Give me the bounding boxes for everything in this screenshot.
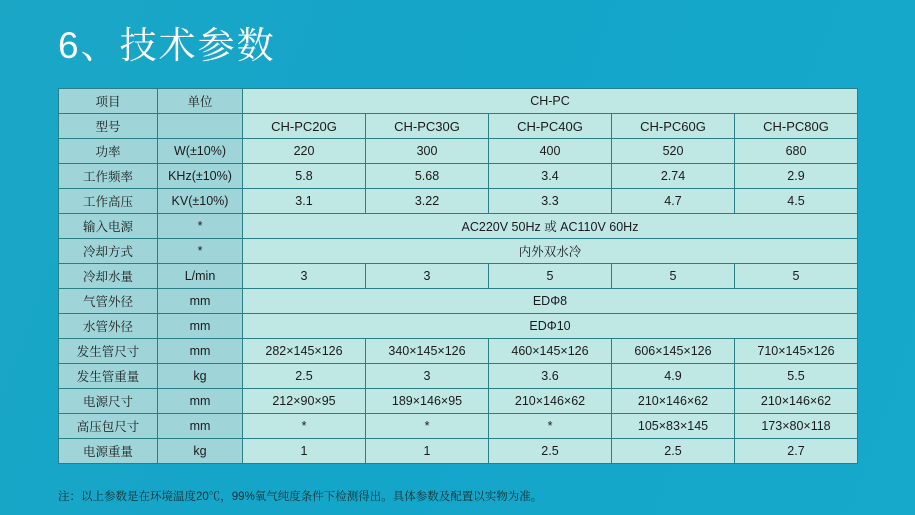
footnote: 注：以上参数是在环境温度20℃，99%氧气纯度条件下检测得出。具体参数及配置以实物为准。 [58, 491, 543, 503]
table-row [59, 389, 858, 414]
header-cell-group: CH-PC [243, 89, 858, 114]
row-value: 5 [489, 264, 612, 289]
header-cell-unit: 单位 [158, 89, 243, 114]
table-row [59, 214, 858, 239]
row-label: 冷却水量 [59, 264, 158, 289]
table-row [59, 139, 858, 164]
row-value: 210×146×62 [489, 389, 612, 414]
table-row [59, 339, 858, 364]
row-value: 5 [735, 264, 858, 289]
row-value: 5.68 [366, 164, 489, 189]
row-unit: * [158, 214, 243, 239]
row-value: 3.4 [489, 164, 612, 189]
row-value: 3.3 [489, 189, 612, 214]
row-value: * [489, 414, 612, 439]
row-label-model: 型号 [59, 114, 158, 139]
row-unit: * [158, 239, 243, 264]
row-value: 400 [489, 139, 612, 164]
row-unit: mm [158, 389, 243, 414]
row-unit-model [158, 114, 243, 139]
row-value-span: EDΦ8 [243, 289, 858, 314]
table-row-models [59, 114, 858, 139]
row-value: 220 [243, 139, 366, 164]
spec-table [58, 88, 858, 464]
model-cell: CH-PC20G [243, 114, 366, 139]
row-label: 功率 [59, 139, 158, 164]
row-label: 输入电源 [59, 214, 158, 239]
row-label: 电源尺寸 [59, 389, 158, 414]
page-title: 6、技术参数 [58, 25, 276, 66]
row-value: 2.7 [735, 439, 858, 464]
row-value: 5 [612, 264, 735, 289]
row-value: 4.5 [735, 189, 858, 214]
row-label: 工作频率 [59, 164, 158, 189]
row-value: 105×83×145 [612, 414, 735, 439]
row-value-span: AC220V 50Hz 或 AC110V 60Hz [243, 214, 858, 239]
row-value: 4.7 [612, 189, 735, 214]
row-value: 680 [735, 139, 858, 164]
row-value: 4.9 [612, 364, 735, 389]
row-value: 1 [366, 439, 489, 464]
model-cell: CH-PC40G [489, 114, 612, 139]
row-label: 工作高压 [59, 189, 158, 214]
row-value: * [243, 414, 366, 439]
row-value: 3.1 [243, 189, 366, 214]
table-row [59, 289, 858, 314]
row-label: 电源重量 [59, 439, 158, 464]
row-value: 2.9 [735, 164, 858, 189]
row-unit: KV(±10%) [158, 189, 243, 214]
row-value: 189×146×95 [366, 389, 489, 414]
row-value: 3.22 [366, 189, 489, 214]
row-value: 2.5 [243, 364, 366, 389]
row-value: 1 [243, 439, 366, 464]
row-value: 3.6 [489, 364, 612, 389]
model-cell: CH-PC30G [366, 114, 489, 139]
model-cell: CH-PC60G [612, 114, 735, 139]
table-row [59, 189, 858, 214]
table-row [59, 314, 858, 339]
table-row [59, 264, 858, 289]
row-value: 5.8 [243, 164, 366, 189]
row-value: 3 [366, 364, 489, 389]
row-value: 460×145×126 [489, 339, 612, 364]
row-label: 水管外径 [59, 314, 158, 339]
row-label: 冷却方式 [59, 239, 158, 264]
row-value: 212×90×95 [243, 389, 366, 414]
row-label: 发生管尺寸 [59, 339, 158, 364]
row-value: 710×145×126 [735, 339, 858, 364]
header-cell-item: 项目 [59, 89, 158, 114]
row-value-span: 内外双水冷 [243, 239, 858, 264]
row-unit: kg [158, 364, 243, 389]
row-value-span: EDΦ10 [243, 314, 858, 339]
row-unit: mm [158, 314, 243, 339]
row-value: 606×145×126 [612, 339, 735, 364]
row-value: 2.74 [612, 164, 735, 189]
row-label: 发生管重量 [59, 364, 158, 389]
row-unit: mm [158, 289, 243, 314]
row-value: 2.5 [612, 439, 735, 464]
table-row [59, 439, 858, 464]
table-row-header-group [59, 89, 858, 114]
row-value: 3 [243, 264, 366, 289]
row-value: 282×145×126 [243, 339, 366, 364]
row-value: 3 [366, 264, 489, 289]
table-row [59, 364, 858, 389]
row-unit: kg [158, 439, 243, 464]
table-row [59, 239, 858, 264]
row-value: 210×146×62 [612, 389, 735, 414]
table-row [59, 414, 858, 439]
row-label: 气管外径 [59, 289, 158, 314]
row-value: * [366, 414, 489, 439]
row-value: 520 [612, 139, 735, 164]
row-unit: mm [158, 339, 243, 364]
row-value: 340×145×126 [366, 339, 489, 364]
row-unit: KHz(±10%) [158, 164, 243, 189]
row-value: 300 [366, 139, 489, 164]
spec-table-container [58, 88, 858, 464]
row-unit: mm [158, 414, 243, 439]
row-unit: W(±10%) [158, 139, 243, 164]
row-value: 5.5 [735, 364, 858, 389]
row-value: 2.5 [489, 439, 612, 464]
row-unit: L/min [158, 264, 243, 289]
row-value: 173×80×118 [735, 414, 858, 439]
model-cell: CH-PC80G [735, 114, 858, 139]
row-label: 高压包尺寸 [59, 414, 158, 439]
table-row [59, 164, 858, 189]
spec-table-body [59, 89, 858, 464]
row-value: 210×146×62 [735, 389, 858, 414]
